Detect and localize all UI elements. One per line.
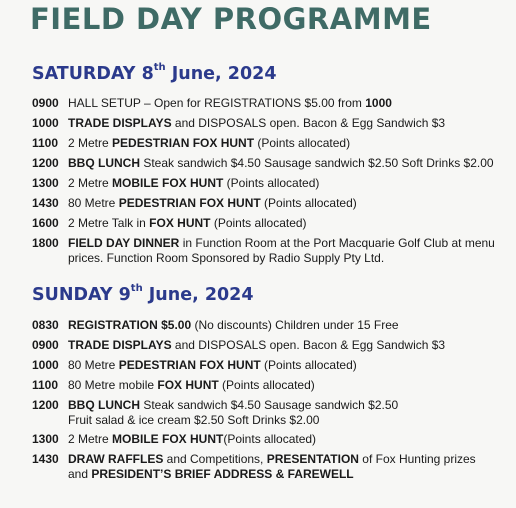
text: (Points allocated) xyxy=(218,378,315,392)
text: and Competitions, xyxy=(163,452,267,466)
row-description xyxy=(68,358,508,373)
row-time: 1000 xyxy=(32,116,59,130)
text: and DISPOSALS open. Bacon & Egg Sandwich $3 xyxy=(171,116,446,130)
row-time: 0900 xyxy=(32,338,59,352)
text: and xyxy=(68,467,92,481)
saturday-rest: June, 2024 xyxy=(165,64,277,84)
row-time: 1430 xyxy=(32,196,59,210)
sunday-heading xyxy=(32,285,254,305)
row-description xyxy=(68,136,508,151)
bold-text: DRAW RAFFLES xyxy=(68,452,164,466)
row-time: 1000 xyxy=(32,358,59,372)
row-description xyxy=(68,176,508,191)
row-description xyxy=(68,378,508,393)
bold-text: MOBILE FOX HUNT xyxy=(112,176,224,190)
sunday-day: SUNDAY 9 xyxy=(32,285,131,305)
text: 2 Metre xyxy=(68,136,113,150)
bold-text: FOX HUNT xyxy=(149,216,211,230)
bold-text: PEDESTRIAN FOX HUNT xyxy=(118,358,261,372)
saturday-suffix: th xyxy=(153,62,166,73)
row-description xyxy=(68,216,508,231)
bold-text: PRESIDENT’S BRIEF ADDRESS & FAREWELL xyxy=(91,467,354,481)
text: 2 Metre xyxy=(68,176,113,190)
saturday-day: SATURDAY 8 xyxy=(32,64,154,84)
bold-text: BBQ LUNCH xyxy=(68,156,140,170)
row-description xyxy=(68,398,508,428)
row-time: 1100 xyxy=(32,378,59,392)
text: 80 Metre xyxy=(68,196,119,210)
row-description xyxy=(68,116,508,131)
row-time: 1200 xyxy=(32,156,59,170)
text: (Points allocated) xyxy=(254,136,351,150)
text: in Function Room at the Port Macquarie Golf Club at menu prices. Function Room Sponsored by Radio Supply Pty Ltd. xyxy=(68,236,495,265)
text: of Fox Hunting prizes xyxy=(358,452,476,466)
row-description xyxy=(68,452,508,482)
bold-text: PEDESTRIAN FOX HUNT xyxy=(118,196,261,210)
sunday-rest: June, 2024 xyxy=(142,285,254,305)
row-time: 1430 xyxy=(32,452,59,466)
row-time: 0900 xyxy=(32,96,59,110)
row-time: 1800 xyxy=(32,236,59,250)
row-description xyxy=(68,236,508,266)
row-time: 1300 xyxy=(32,176,59,190)
bold-text: PEDESTRIAN FOX HUNT xyxy=(112,136,255,150)
bold-text: TRADE DISPLAYS xyxy=(68,116,172,130)
row-description xyxy=(68,156,508,171)
bold-text: FOX HUNT xyxy=(157,378,219,392)
row-description xyxy=(68,96,508,111)
saturday-heading xyxy=(32,64,277,84)
text: 80 Metre mobile xyxy=(68,378,158,392)
bold-text: REGISTRATION $5.00 xyxy=(68,318,192,332)
text: Fruit salad & ice cream $2.50 Soft Drinks $2.00 xyxy=(68,413,320,427)
text: (Points allocated) xyxy=(260,358,357,372)
text: (Points allocated) xyxy=(223,176,320,190)
text: (Points allocated) xyxy=(210,216,307,230)
page-title: FIELD DAY PROGRAMME xyxy=(30,2,432,36)
text: 2 Metre xyxy=(68,432,113,446)
row-description xyxy=(68,318,508,333)
text: (Points allocated) xyxy=(260,196,357,210)
text: 2 Metre Talk in xyxy=(68,216,150,230)
bold-text: TRADE DISPLAYS xyxy=(68,338,172,352)
text: 80 Metre xyxy=(68,358,119,372)
bold-text: FIELD DAY DINNER xyxy=(68,236,180,250)
text: Steak sandwich $4.50 Sausage sandwich $2.50 Soft Drinks $2.00 xyxy=(140,156,494,170)
row-description xyxy=(68,196,508,211)
row-time: 1200 xyxy=(32,398,59,412)
row-time: 1600 xyxy=(32,216,59,230)
row-time: 1100 xyxy=(32,136,59,150)
bold-text: BBQ LUNCH xyxy=(68,398,140,412)
bold-text: PRESENTATION xyxy=(266,452,359,466)
row-time: 1300 xyxy=(32,432,59,446)
text: (No discounts) Children under 15 Free xyxy=(191,318,399,332)
bold-text: MOBILE FOX HUNT xyxy=(112,432,224,446)
text: Steak sandwich $4.50 Sausage sandwich $2.50 xyxy=(140,398,399,412)
row-description xyxy=(68,338,508,353)
bold-text: 1000 xyxy=(365,96,392,110)
row-time: 0830 xyxy=(32,318,59,332)
text: (Points allocated) xyxy=(223,432,317,446)
row-description xyxy=(68,432,508,447)
text: and DISPOSALS open. Bacon & Egg Sandwich $3 xyxy=(171,338,446,352)
text: HALL SETUP – Open for REGISTRATIONS $5.00 from xyxy=(68,96,366,110)
sunday-suffix: th xyxy=(130,283,143,294)
